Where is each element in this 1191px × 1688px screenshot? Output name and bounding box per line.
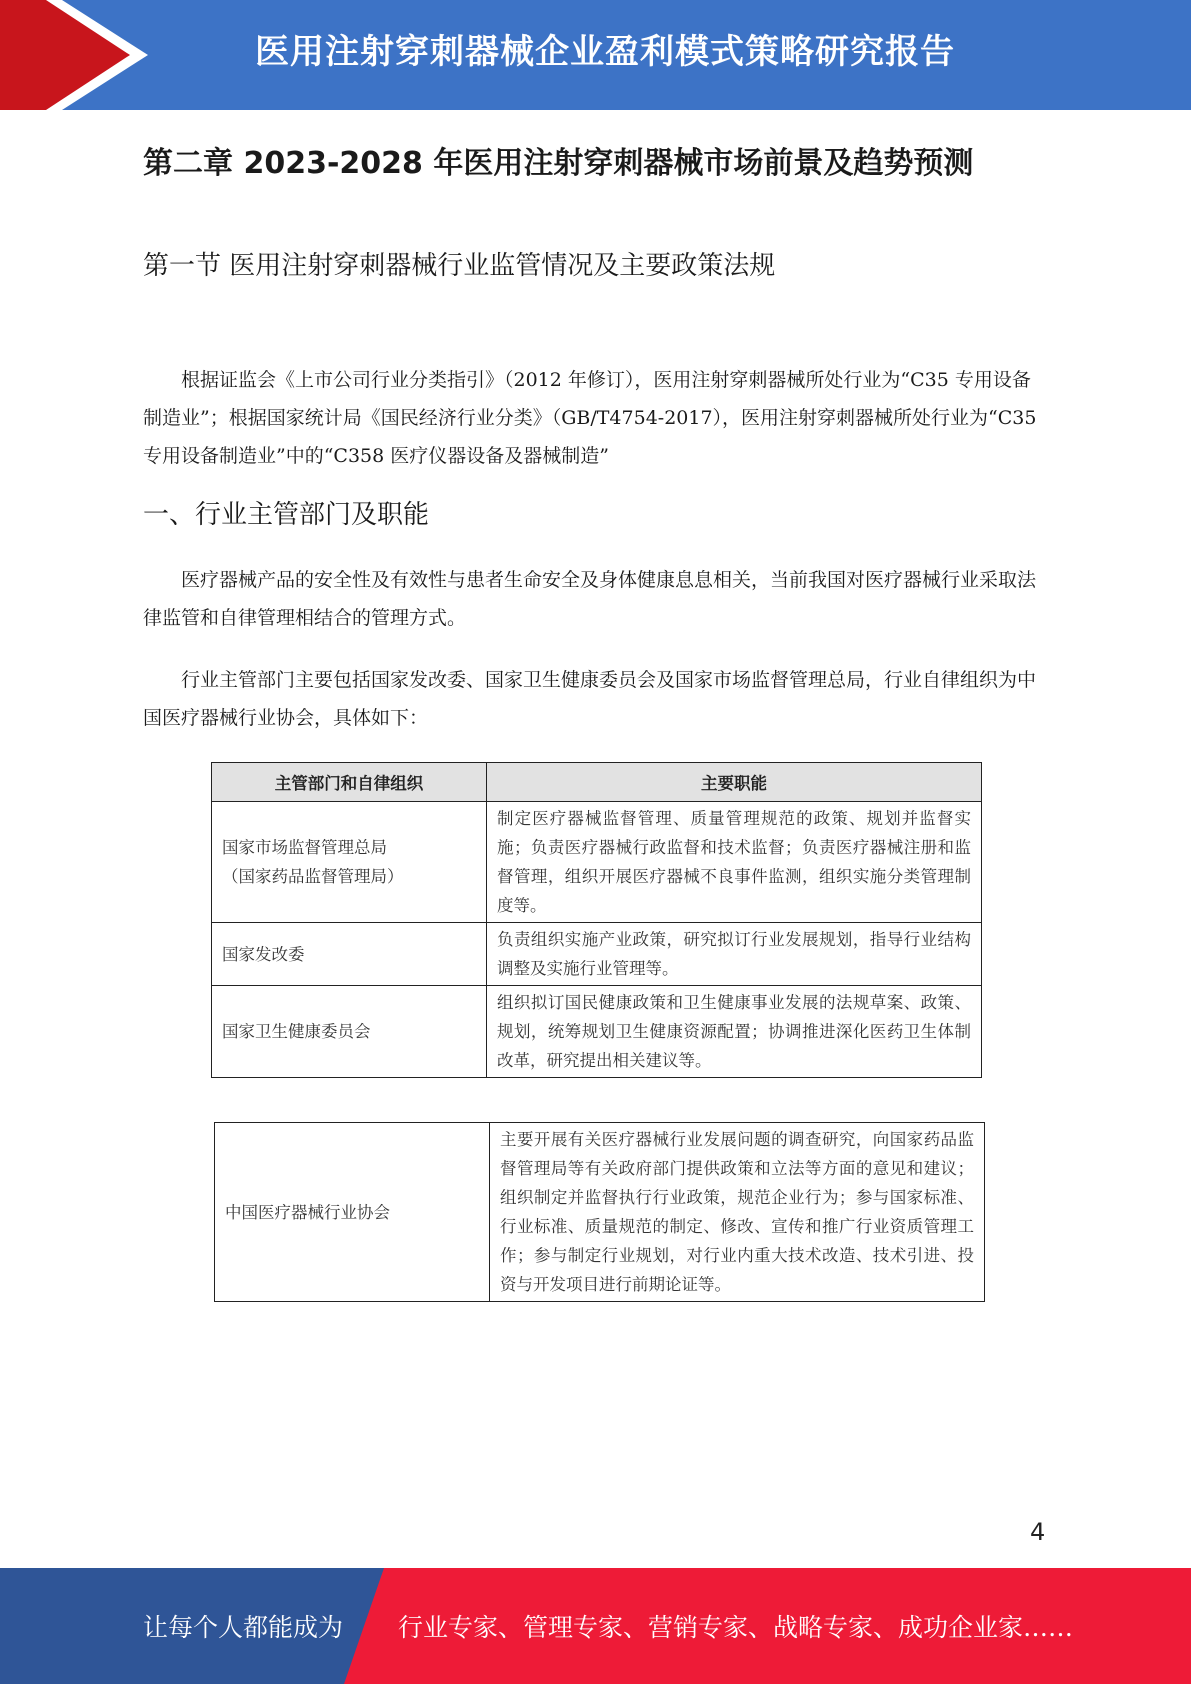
table-row xyxy=(212,986,982,1078)
footer-slogan-left: 让每个人都能成为 xyxy=(143,1613,344,1642)
table-cell-duty: 负责组织实施产业政策，研究拟订行业发展规划，指导行业结构调整及实施行业管理等。 xyxy=(487,923,982,986)
chapter-title: 第二章 2023-2028 年医用注射穿刺器械市场前景及趋势预测 xyxy=(143,146,974,181)
paragraph-regulators-list: 行业主管部门主要包括国家发改委、国家卫生健康委员会及国家市场监督管理总局，行业自律组织为中国医疗器械行业协会，具体如下： xyxy=(143,669,1037,729)
header-banner xyxy=(0,0,1191,110)
table-cell-duty: 制定医疗器械监督管理、质量管理规范的政策、规划并监督实施；负责医疗器械行政监督和技术监督；负责医疗器械注册和监督管理，组织开展医疗器械不良事件监测，组织实施分类管理制度等。 xyxy=(487,802,982,923)
report-title: 医用注射穿刺器械企业盈利模式策略研究报告 xyxy=(255,32,955,72)
table-header-row xyxy=(212,763,982,802)
footer-slogan-right: 行业专家、管理专家、营销专家、战略专家、成功企业家…… xyxy=(398,1613,1074,1642)
section-title: 第一节 医用注射穿刺器械行业监管情况及主要政策法规 xyxy=(143,251,776,281)
paragraph-industry-classification: 根据证监会《上市公司行业分类指引》（2012 年修订），医用注射穿刺器械所处行业为“C35 专用设备制造业”；根据国家统计局《国民经济行业分类》（GB/T4754-2017），医用注射穿刺器械所处行业为“C35 专用设备制造业”中的“C358 医疗仪器设备及器械制造” xyxy=(143,369,1037,467)
table-header-org: 主管部门和自律组织 xyxy=(212,763,487,802)
table-cell-org: 国家卫生健康委员会 xyxy=(212,986,487,1078)
footer-banner xyxy=(0,1568,1191,1684)
table-cell-org: 国家市场监督管理总局 （国家药品监督管理局） xyxy=(212,802,487,923)
table-row xyxy=(212,923,982,986)
table-cell-org: 国家发改委 xyxy=(212,923,487,986)
table-header-duty: 主要职能 xyxy=(487,763,982,802)
table-cell-duty: 主要开展有关医疗器械行业发展问题的调查研究，向国家药品监督管理局等有关政府部门提供政策和立法等方面的意见和建议；组织制定并监督执行行业政策，规范企业行为；参与国家标准、行业标准、质量规范的制定、修改、宣传和推广行业资质管理工作；参与制定行业规划，对行业内重大技术改造、技术引进、投资与开发项目进行前期论证等。 xyxy=(490,1123,985,1302)
sub-heading-regulators: 一、行业主管部门及职能 xyxy=(143,500,430,530)
regulator-table xyxy=(211,762,982,1078)
table-cell-org: 中国医疗器械行业协会 xyxy=(215,1123,490,1302)
table-cell-duty: 组织拟订国民健康政策和卫生健康事业发展的法规草案、政策、规划，统筹规划卫生健康资源配置；协调推进深化医药卫生体制改革，研究提出相关建议等。 xyxy=(487,986,982,1078)
association-table xyxy=(214,1122,985,1302)
paragraph-regulation-approach: 医疗器械产品的安全性及有效性与患者生命安全及身体健康息息相关，当前我国对医疗器械行业采取法律监管和自律管理相结合的管理方式。 xyxy=(143,569,1037,629)
table-row xyxy=(212,802,982,923)
header-arrow-decoration xyxy=(0,0,160,110)
table-row xyxy=(215,1123,985,1302)
page-number: 4 xyxy=(1030,1518,1046,1546)
